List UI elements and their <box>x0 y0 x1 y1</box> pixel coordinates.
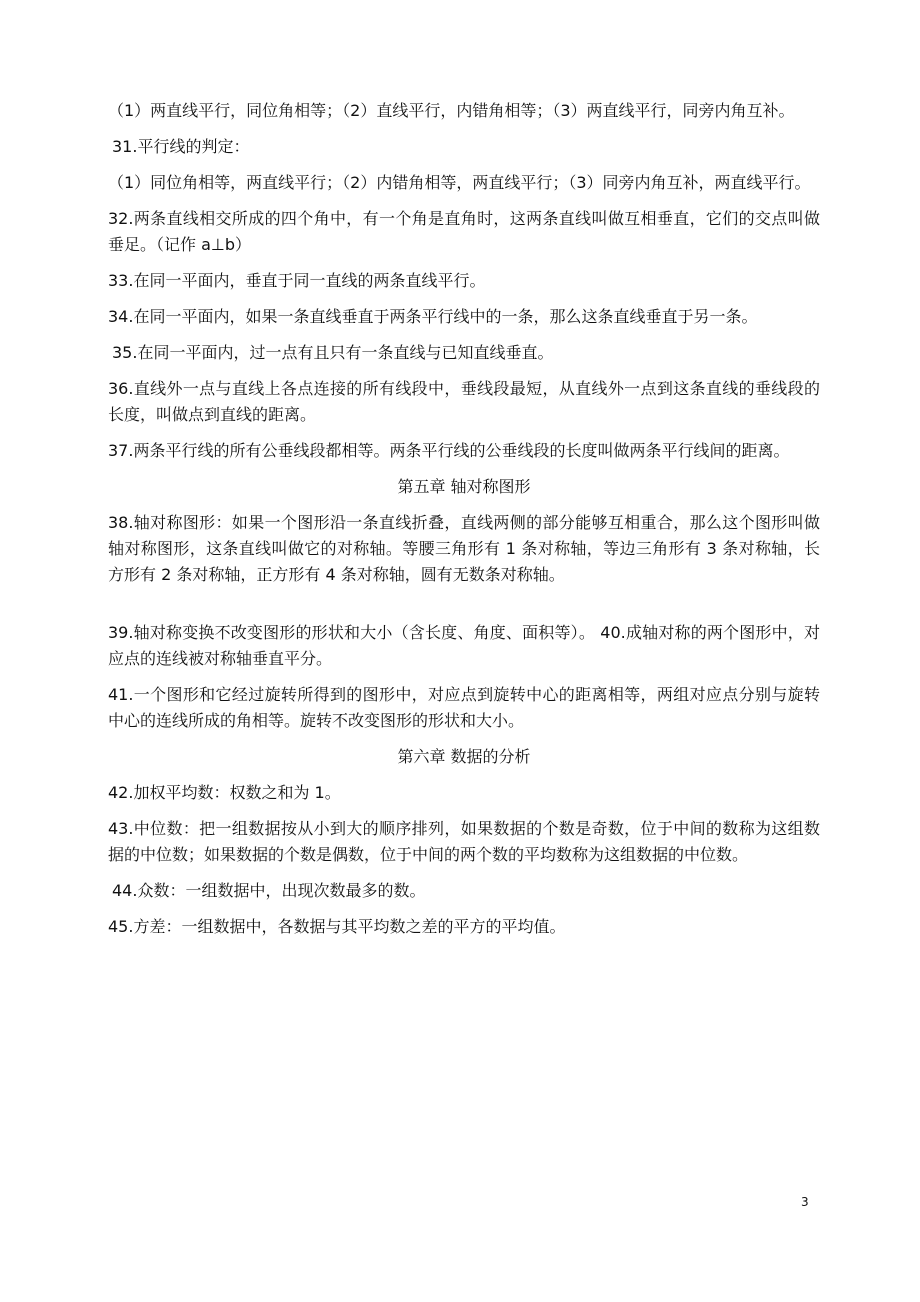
item-35: 35.在同一平面内，过一点有且只有一条直线与已知直线垂直。 <box>112 343 554 362</box>
item-34: 34.在同一平面内，如果一条直线垂直于两条平行线中的一条，那么这条直线垂直于另一条。 <box>108 307 758 326</box>
item-41: 41.一个图形和它经过旋转所得到的图形中，对应点到旋转中心的距离相等，两组对应点分别与旋转中心的连线所成的角相等。旋转不改变图形的形状和大小。 <box>108 685 820 730</box>
item-42: 42.加权平均数：权数之和为 1。 <box>108 783 341 802</box>
item-39-40: 39.轴对称变换不改变图形的形状和大小（含长度、角度、面积等）。 40.成轴对称的两个图形中，对应点的连线被对称轴垂直平分。 <box>108 623 820 668</box>
item-33: 33.在同一平面内，垂直于同一直线的两条直线平行。 <box>108 271 486 290</box>
parallel-criteria-text: （1）同位角相等，两直线平行；（2）内错角相等，两直线平行；（3）同旁内角互补，两直线平行。 <box>108 173 811 192</box>
item-31-heading: 31.平行线的判定： <box>112 137 250 156</box>
spacer <box>108 598 820 620</box>
item-36: 36.直线外一点与直线上各点连接的所有线段中，垂线段最短，从直线外一点到这条直线的垂线段的长度，叫做点到直线的距离。 <box>108 379 820 424</box>
item-38: 38.轴对称图形：如果一个图形沿一条直线折叠，直线两侧的部分能够互相重合，那么这个图形叫做轴对称图形，这条直线叫做它的对称轴。等腰三角形有 1 条对称轴，等边三角形有 3 条对称轴，长方形有 2 条对称轴，正方形有 4 条对称轴，圆有无数条对称轴。 <box>108 513 820 584</box>
page-number: 3 <box>801 1195 809 1209</box>
item-45: 45.方差：一组数据中，各数据与其平均数之差的平方的平均值。 <box>108 917 566 936</box>
chapter-5-title: 第五章 轴对称图形 <box>397 477 531 496</box>
item-43: 43.中位数：把一组数据按从小到大的顺序排列，如果数据的个数是奇数，位于中间的数称为这组数据的中位数；如果数据的个数是偶数，位于中间的两个数的平均数称为这组数据的中位数。 <box>108 819 820 864</box>
chapter-6-title: 第六章 数据的分析 <box>397 747 531 766</box>
item-37: 37.两条平行线的所有公垂线段都相等。两条平行线的公垂线段的长度叫做两条平行线间的距离。 <box>108 441 790 460</box>
document-page <box>108 98 820 950</box>
parallel-properties-text: （1）两直线平行，同位角相等；（2）直线平行，内错角相等；（3）两直线平行，同旁内角互补。 <box>108 101 795 120</box>
item-44: 44.众数：一组数据中，出现次数最多的数。 <box>112 881 426 900</box>
item-32: 32.两条直线相交所成的四个角中，有一个角是直角时，这两条直线叫做互相垂直，它们的交点叫做垂足。（记作 a⊥b） <box>108 209 820 254</box>
